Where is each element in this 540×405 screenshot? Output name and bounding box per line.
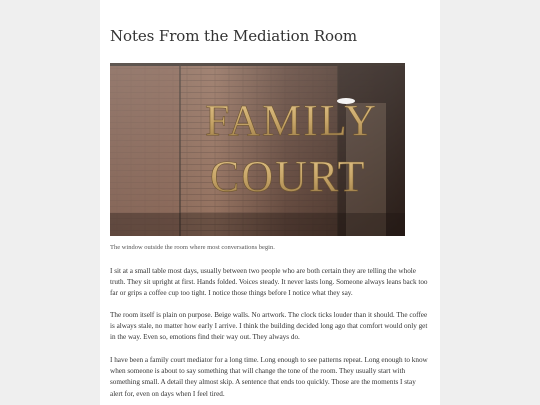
- family-court-window-image: [110, 63, 405, 236]
- sign-text-court: COURT: [210, 152, 367, 201]
- article-page: [100, 0, 440, 405]
- body-paragraph-1: I sit at a small table most days, usually between two people who are both certain they are telling the whole truth. They sit upright at first. Hands folded. Voices steady. It never lasts long. Someone always leans back too far or grips a coffee cup too tight. I notice those things before I notice what they say.: [110, 267, 428, 298]
- sign-text-family: FAMILY: [205, 96, 379, 145]
- image-caption: The window outside the room where most conversations begin.: [110, 244, 275, 251]
- window-photo: [110, 63, 405, 236]
- body-paragraph-2: The room itself is plain on purpose. Beige walls. No artwork. The clock ticks louder than it should. The coffee is always stale, no matter how early I arrive. I think the building decided long ago that comfort would only get in the way. Even so, emotions find their way out. They always do.: [110, 311, 428, 342]
- body-paragraph-3: I have been a family court mediator for a long time. Long enough to see patterns repeat. Long enough to know when someone is about to say something that will change the tone of the room. They usually start with something small. A detail they almost skip. A sentence that ends too quickly. Those are the moments I stay alert for, even on days when I feel tired.: [110, 356, 428, 398]
- page-title: Notes From the Mediation Room: [110, 27, 358, 45]
